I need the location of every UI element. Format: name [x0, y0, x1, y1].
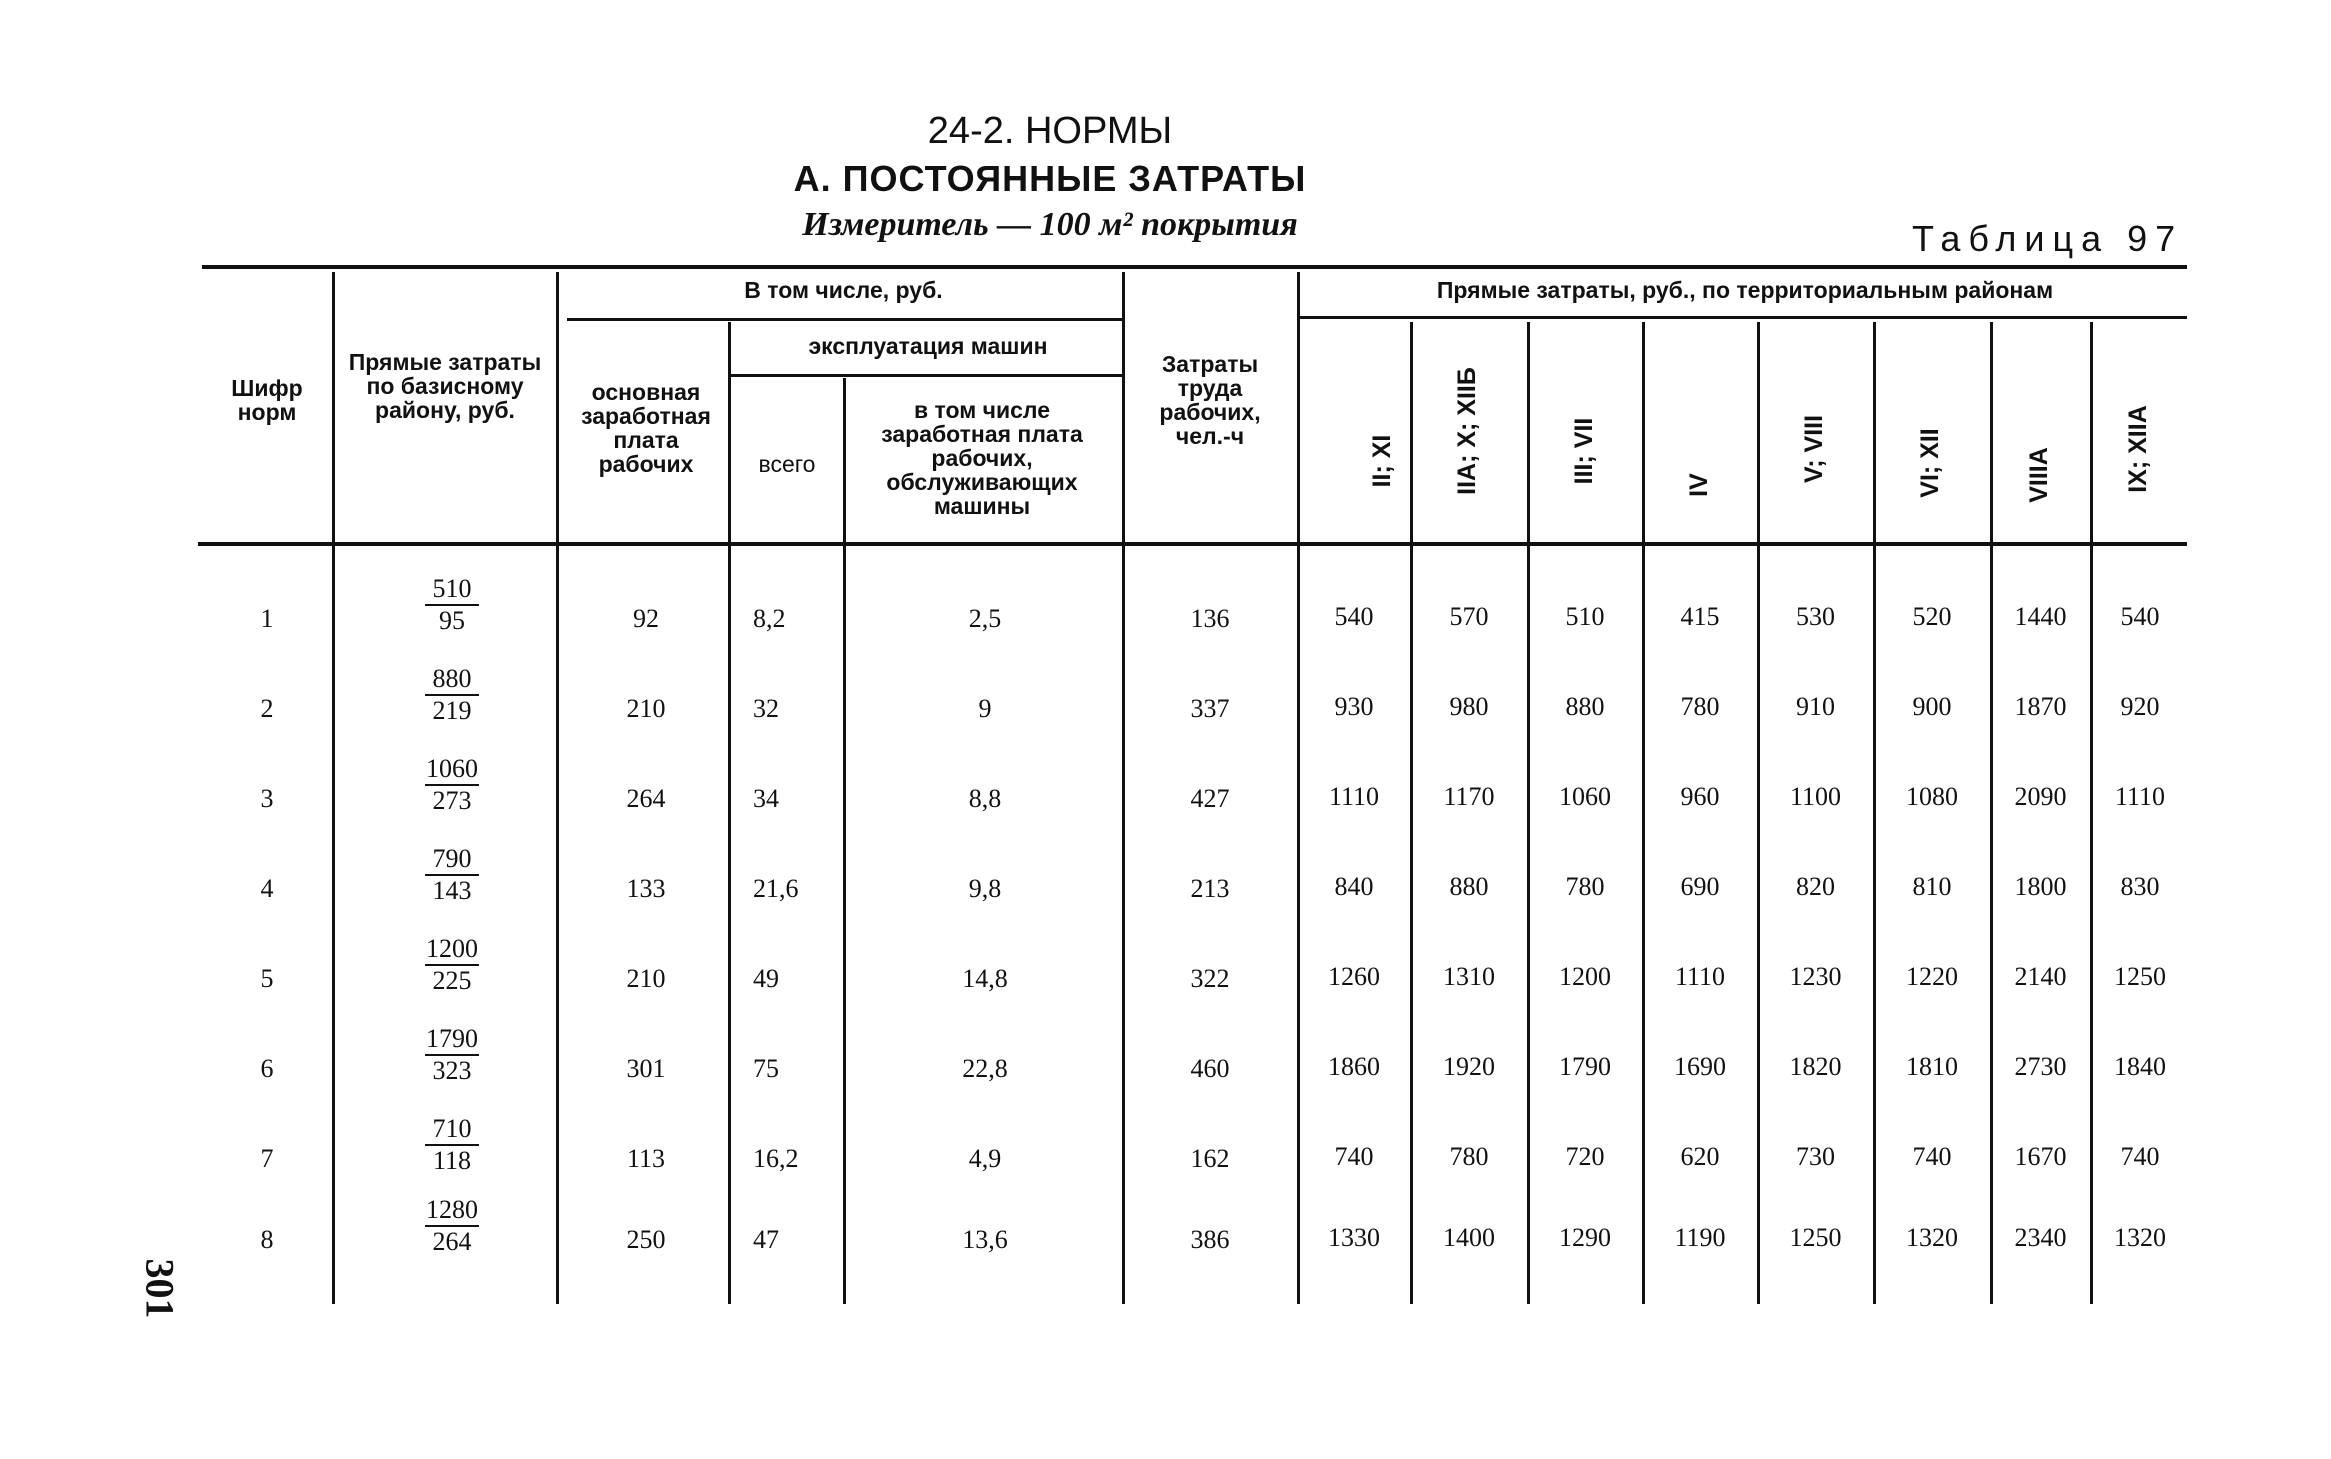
cell-base-wage: 250 — [626, 1225, 666, 1254]
col-divider — [1122, 272, 1125, 1304]
cell-region-3: 1060 — [1559, 782, 1611, 811]
cell-machines-wage: 2,5 — [968, 604, 1002, 633]
cell-region-3: 510 — [1565, 602, 1605, 631]
cell-region-5: 820 — [1796, 872, 1835, 901]
header-machines-total: всего — [758, 451, 816, 477]
cell-labor: 386 — [1190, 1225, 1230, 1254]
cell-base-wage: 133 — [626, 874, 666, 903]
cell-region-2: 780 — [1449, 1142, 1489, 1171]
cell-machines-total: 47 — [753, 1225, 779, 1254]
cell-region-8: 830 — [2120, 872, 2160, 901]
cell-area: 273 — [432, 786, 472, 815]
cell-region-5: 1820 — [1789, 1052, 1842, 1081]
cell-region-5: 1250 — [1789, 1223, 1842, 1252]
cell-region-3: 780 — [1565, 872, 1605, 901]
cell-region-1: 930 — [1334, 692, 1374, 721]
col-divider — [332, 272, 335, 1304]
cell-area: 143 — [432, 876, 472, 905]
cell-region-7: 1800 — [2014, 872, 2067, 901]
cell-labor: 136 — [1190, 604, 1230, 633]
cell-code: 7 — [260, 1144, 274, 1173]
cell-region-7: 2340 — [2014, 1223, 2067, 1252]
cell-labor: 427 — [1190, 784, 1230, 813]
header-region-2: IIA; X; XIIБ — [1453, 367, 1481, 495]
cell-region-7: 2140 — [2014, 962, 2067, 991]
page-number: 301 — [137, 1258, 183, 1319]
cell-direct-cost-fraction — [392, 574, 512, 636]
header-code: Шифр норм — [231, 375, 303, 425]
table-title: А. ПОСТОЯННЫЕ ЗАТРАТЫ — [793, 158, 1307, 199]
table-label: Таблица 97 — [1912, 218, 2184, 259]
cell-region-5: 730 — [1796, 1142, 1835, 1171]
cell-area: 219 — [432, 696, 472, 725]
cell-region-4: 690 — [1680, 872, 1720, 901]
cell-region-7: 2730 — [2014, 1052, 2067, 1081]
cell-base-wage: 301 — [626, 1054, 666, 1083]
header-direct-costs: Прямые затраты по базисному району, руб. — [348, 349, 542, 423]
cell-region-5: 1230 — [1789, 962, 1842, 991]
cell-machines-wage: 8,8 — [968, 784, 1002, 813]
cell-region-1: 740 — [1334, 1142, 1374, 1171]
cell-machines-total: 16,2 — [753, 1144, 799, 1173]
cell-labor: 162 — [1190, 1144, 1230, 1173]
unit-of-measure: Измеритель — 100 м² покрытия — [802, 206, 1298, 243]
cell-direct-cost: 880 — [425, 664, 479, 696]
cell-area: 95 — [439, 606, 465, 635]
header-incl-group: В том числе, руб. — [744, 277, 943, 303]
col-divider — [843, 378, 846, 1304]
cell-labor: 460 — [1190, 1054, 1230, 1083]
cell-machines-wage: 4,9 — [968, 1144, 1002, 1173]
cell-machines-wage: 14,8 — [962, 964, 1008, 993]
cell-code: 6 — [260, 1054, 274, 1083]
cell-direct-cost: 1280 — [425, 1195, 479, 1227]
cell-code: 5 — [260, 964, 274, 993]
cell-direct-cost-fraction — [392, 754, 512, 816]
cell-region-1: 1110 — [1328, 782, 1380, 811]
cell-labor: 337 — [1190, 694, 1230, 723]
cell-base-wage: 113 — [626, 1144, 666, 1173]
header-bottom-rule — [198, 542, 2187, 546]
cell-base-wage: 210 — [626, 964, 666, 993]
cell-direct-cost: 710 — [425, 1114, 479, 1146]
cell-code: 3 — [260, 784, 274, 813]
cell-machines-wage: 13,6 — [962, 1225, 1008, 1254]
header-machines-group: эксплуатация машин — [808, 333, 1048, 359]
cell-region-7: 1440 — [2014, 602, 2067, 631]
table-top-rule — [202, 265, 2187, 269]
cell-region-8: 1320 — [2114, 1223, 2166, 1252]
cell-machines-total: 75 — [753, 1054, 779, 1083]
cell-machines-wage: 9 — [978, 694, 992, 723]
cell-direct-cost: 1790 — [425, 1024, 479, 1056]
cell-machines-total: 49 — [753, 964, 779, 993]
cell-direct-cost-fraction — [392, 1195, 512, 1257]
cell-region-2: 1170 — [1443, 782, 1495, 811]
cell-region-1: 1260 — [1328, 962, 1380, 991]
header-labor: Затраты труда рабочих, чел.-ч — [1159, 351, 1261, 449]
cell-region-3: 1200 — [1559, 962, 1611, 991]
cell-region-5: 910 — [1796, 692, 1835, 721]
header-region-7: VIIIA — [2025, 447, 2053, 503]
cell-region-5: 1100 — [1789, 782, 1842, 811]
cell-region-8: 740 — [2120, 1142, 2160, 1171]
cell-region-7: 1670 — [2014, 1142, 2067, 1171]
cell-direct-cost-fraction — [392, 934, 512, 996]
header-base-wage: основная заработная плата рабочих — [581, 379, 711, 477]
cell-region-1: 1860 — [1328, 1052, 1380, 1081]
cell-code: 1 — [260, 604, 274, 633]
cell-region-3: 720 — [1565, 1142, 1605, 1171]
cell-region-1: 1330 — [1328, 1223, 1380, 1252]
cell-region-3: 1290 — [1559, 1223, 1611, 1252]
cell-region-1: 840 — [1334, 872, 1374, 901]
cell-machines-total: 32 — [753, 694, 779, 723]
header-region-3: III; VII — [1570, 417, 1598, 485]
cell-region-6: 1080 — [1906, 782, 1958, 811]
header-region-6: VI; XII — [1916, 428, 1944, 498]
header-region-8: IX; XIIA — [2124, 405, 2152, 493]
cell-region-2: 880 — [1449, 872, 1489, 901]
section-heading: 24-2. НОРМЫ — [927, 110, 1173, 152]
col-divider — [556, 272, 559, 1304]
rule-machines-group — [730, 374, 1124, 377]
cell-area: 264 — [432, 1227, 472, 1256]
cell-region-6: 740 — [1912, 1142, 1952, 1171]
cell-region-2: 1920 — [1443, 1052, 1495, 1081]
cell-region-4: 415 — [1680, 602, 1720, 631]
cell-machines-total: 8,2 — [753, 604, 786, 633]
cell-region-2: 570 — [1449, 602, 1489, 631]
cell-area: 323 — [432, 1056, 472, 1085]
cell-area: 118 — [432, 1146, 472, 1175]
cell-region-8: 1840 — [2114, 1052, 2166, 1081]
col-divider — [728, 322, 731, 1304]
cell-machines-wage: 9,8 — [968, 874, 1002, 903]
rule-regions-group — [1300, 316, 2187, 319]
cell-region-8: 920 — [2120, 692, 2160, 721]
cell-base-wage: 264 — [626, 784, 666, 813]
cell-region-3: 1790 — [1559, 1052, 1611, 1081]
cell-region-4: 960 — [1680, 782, 1720, 811]
cell-direct-cost: 510 — [425, 574, 479, 606]
cell-machines-wage: 22,8 — [962, 1054, 1008, 1083]
cell-direct-cost: 790 — [425, 844, 479, 876]
cell-labor: 213 — [1190, 874, 1230, 903]
cell-region-6: 1810 — [1906, 1052, 1958, 1081]
cell-region-2: 1310 — [1443, 962, 1495, 991]
cell-region-4: 780 — [1680, 692, 1720, 721]
cell-region-4: 1690 — [1674, 1052, 1726, 1081]
cell-base-wage: 92 — [633, 604, 659, 633]
cell-region-4: 1190 — [1674, 1223, 1726, 1252]
cell-region-4: 1110 — [1674, 962, 1726, 991]
cell-direct-cost: 1200 — [425, 934, 479, 966]
cell-area: 225 — [432, 966, 472, 995]
cell-region-7: 2090 — [2014, 782, 2067, 811]
cell-code: 8 — [260, 1225, 274, 1254]
cell-region-7: 1870 — [2014, 692, 2067, 721]
cell-region-2: 980 — [1449, 692, 1489, 721]
cell-labor: 322 — [1190, 964, 1230, 993]
cell-direct-cost-fraction — [392, 1114, 512, 1176]
cell-region-4: 620 — [1680, 1142, 1720, 1171]
cell-machines-total: 34 — [753, 784, 779, 813]
cell-region-6: 810 — [1912, 872, 1952, 901]
cell-base-wage: 210 — [626, 694, 666, 723]
cell-code: 2 — [260, 694, 274, 723]
header-region-1: II; XI — [1368, 434, 1396, 488]
cell-region-8: 1110 — [2114, 782, 2166, 811]
cell-region-5: 530 — [1796, 602, 1835, 631]
cell-region-6: 900 — [1912, 692, 1952, 721]
header-regions-group: Прямые затраты, руб., по территориальным районам — [1436, 277, 2054, 303]
cell-region-6: 520 — [1912, 602, 1952, 631]
cell-direct-cost: 1060 — [425, 754, 479, 786]
cell-region-6: 1220 — [1906, 962, 1958, 991]
header-region-4: IV — [1685, 473, 1713, 497]
header-region-5: V; VIII — [1800, 414, 1828, 484]
cell-machines-total: 21,6 — [753, 874, 799, 903]
cell-direct-cost-fraction — [392, 1024, 512, 1086]
cell-direct-cost-fraction — [392, 664, 512, 726]
cell-region-8: 540 — [2120, 602, 2160, 631]
header-machines-wage: в том числе заработная плата рабочих, обслуживающих машины — [881, 397, 1083, 519]
cell-region-6: 1320 — [1906, 1223, 1958, 1252]
cell-region-1: 540 — [1334, 602, 1374, 631]
cell-code: 4 — [260, 874, 274, 903]
cell-direct-cost-fraction — [392, 844, 512, 906]
cell-region-2: 1400 — [1443, 1223, 1495, 1252]
cell-region-3: 880 — [1565, 692, 1605, 721]
rule-incl-group — [567, 318, 1124, 321]
cell-region-8: 1250 — [2114, 962, 2166, 991]
